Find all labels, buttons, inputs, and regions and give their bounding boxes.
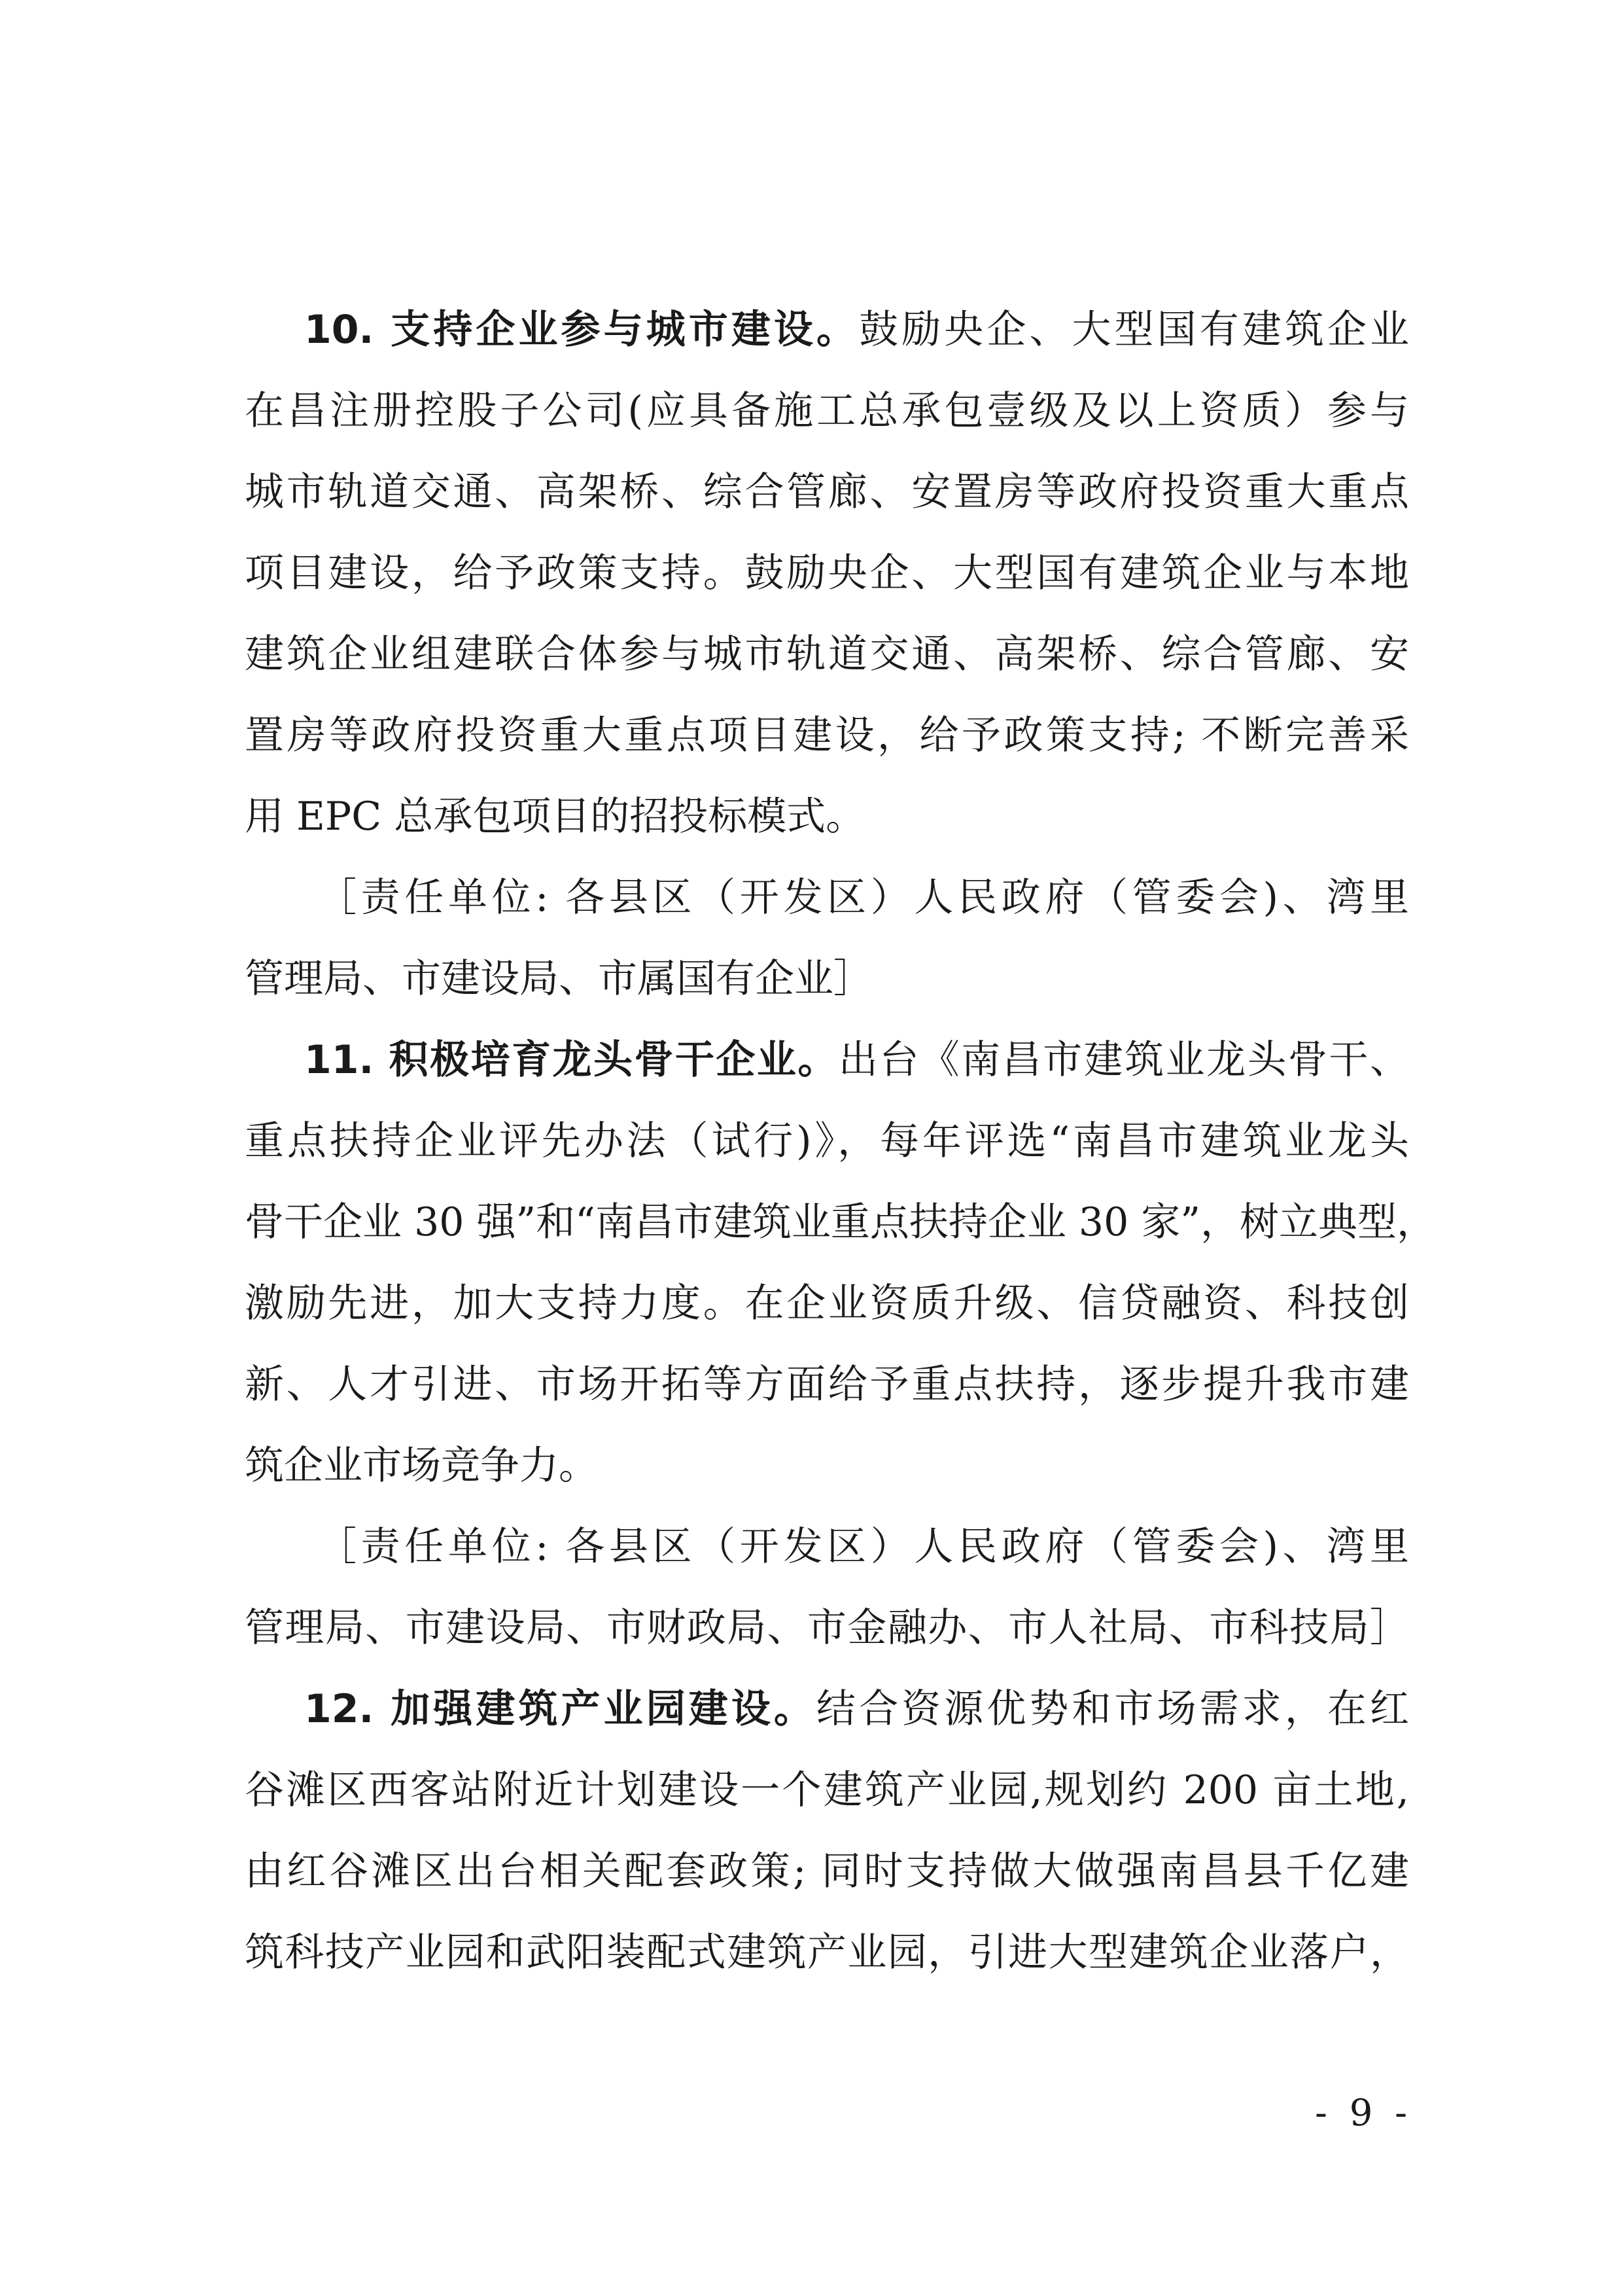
section11-line-4: 激励先进，加大支持力度。在企业资质升级、信贷融资、科技创 <box>245 1280 1409 1326</box>
section11-responsibility-2: 管理局、市建设局、市财政局、市金融办、市人社局、市科技局］ <box>245 1605 1409 1651</box>
section11-responsibility-1: ［责任单位: 各县区（开发区）人民政府（管委会)、湾里 <box>317 1524 1409 1570</box>
section10-text: 鼓励央企、大型国有建筑企业 <box>859 307 1409 353</box>
section10-responsibility-1: ［责任单位: 各县区（开发区）人民政府（管委会)、湾里 <box>317 875 1409 921</box>
section10-line-6: 置房等政府投资重大重点项目建设，给予政策支持; 不断完善采 <box>245 713 1409 758</box>
section12-line-2: 谷滩区西客站附近计划建设一个建筑产业园,规划约 200 亩土地, <box>245 1767 1409 1813</box>
section10-line-7: 用 EPC 总承包项目的招投标模式。 <box>245 794 865 839</box>
section10-line-2: 在昌注册控股子公司(应具备施工总承包壹级及以上资质）参与 <box>245 388 1409 434</box>
section11-line-2: 重点扶持企业评先办法（试行)》，每年评选“南昌市建筑业龙头 <box>245 1118 1409 1164</box>
section10-responsibility-2: 管理局、市建设局、市属国有企业］ <box>245 956 873 1002</box>
section11-line-1 <box>304 1036 1409 1084</box>
section10-line-1 <box>304 306 1409 353</box>
section10-line-5: 建筑企业组建联合体参与城市轨道交通、高架桥、综合管廊、安 <box>245 631 1409 677</box>
section11-line-5: 新、人才引进、市场开拓等方面给予重点扶持，逐步提升我市建 <box>245 1362 1409 1407</box>
section10-line-4: 项目建设，给予政策支持。鼓励央企、大型国有建筑企业与本地 <box>245 550 1409 596</box>
section12-line-1 <box>304 1686 1409 1733</box>
section12-line-4: 筑科技产业园和武阳装配式建筑产业园，引进大型建筑企业落户， <box>245 1930 1409 1975</box>
section11-text: 出台《南昌市建筑业龙头骨干、 <box>838 1037 1410 1083</box>
section10-heading: 10. 支持企业参与城市建设。 <box>304 307 860 353</box>
section11-line-6: 筑企业市场竞争力。 <box>245 1443 598 1489</box>
page-number: - 9 - <box>1315 2092 1413 2134</box>
section11-line-3: 骨干企业 30 强”和“南昌市建筑业重点扶持企业 30 家”，树立典型， <box>245 1199 1437 1245</box>
section12-heading: 12. 加强建筑产业园建设。 <box>304 1686 817 1732</box>
section12-text: 结合资源优势和市场需求，在红 <box>816 1686 1409 1732</box>
section10-line-3: 城市轨道交通、高架桥、综合管廊、安置房等政府投资重大重点 <box>245 469 1409 515</box>
section11-heading: 11. 积极培育龙头骨干企业。 <box>304 1037 839 1083</box>
section12-line-3: 由红谷滩区出台相关配套政策; 同时支持做大做强南昌县千亿建 <box>245 1848 1409 1894</box>
